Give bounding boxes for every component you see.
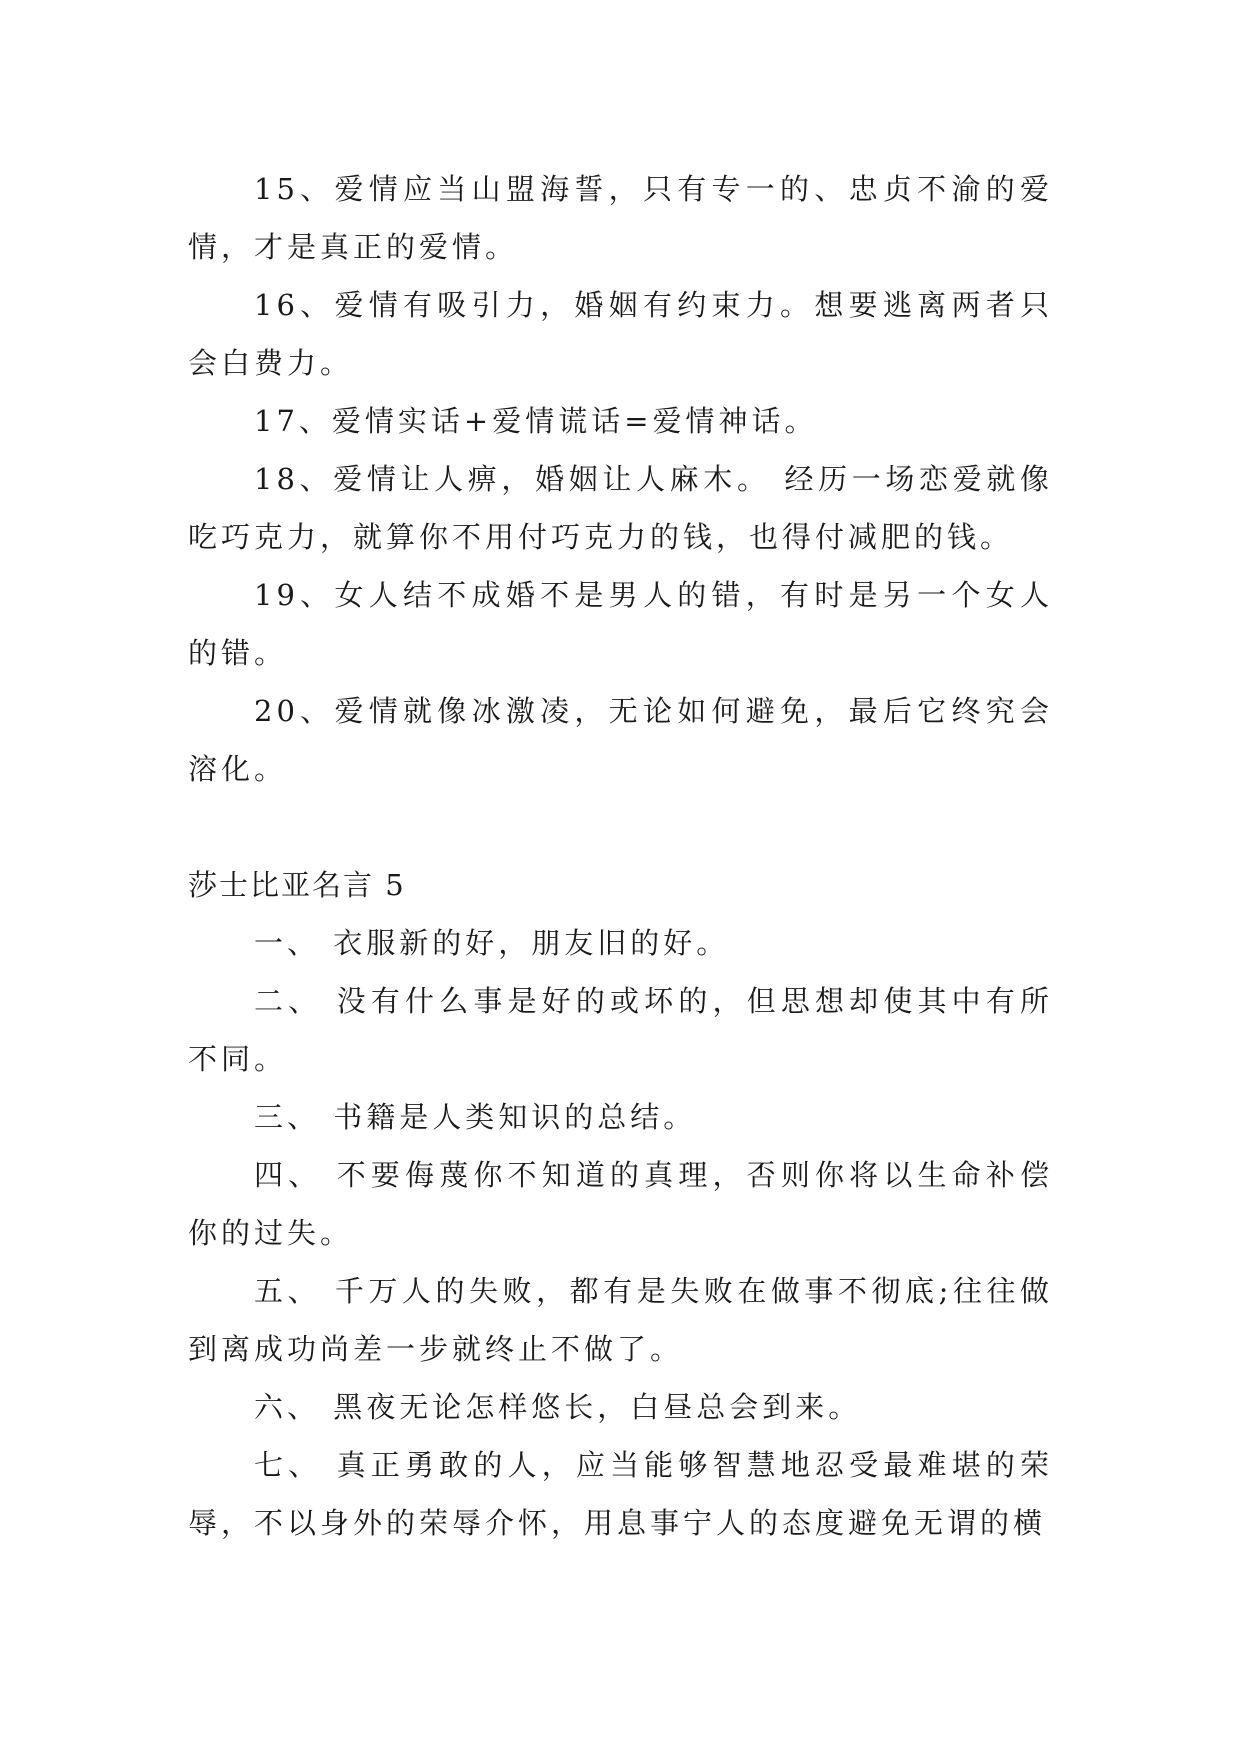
paragraph-15: 15、爱情应当山盟海誓，只有专一的、忠贞不渝的爱情，才是真正的爱情。	[188, 172, 1053, 264]
paragraph-17: 17、爱情实话+爱情谎话=爱情神话。	[254, 404, 818, 438]
quote-4: 四、 不要侮蔑你不知道的真理，否则你将以生命补偿你的过失。	[188, 1158, 1053, 1250]
paragraph-18: 18、爱情让人痹，婚姻让人麻木。 经历一场恋爱就像吃巧克力，就算你不用付巧克力的钱，也得付减肥的钱。	[188, 462, 1053, 554]
quote-7: 七、 真正勇敢的人，应当能够智慧地忍受最难堪的荣辱，不以身外的荣辱介怀，用息事宁人的态度避免无谓的横	[188, 1448, 1053, 1540]
quote-6: 六、 黑夜无论怎样悠长，白昼总会到来。	[254, 1390, 862, 1424]
paragraph-20: 20、爱情就像冰激凌，无论如何避免，最后它终究会溶化。	[188, 694, 1053, 786]
document-body	[188, 160, 1053, 1552]
quote-1: 一、 衣服新的好，朋友旧的好。	[254, 926, 730, 960]
paragraph-19: 19、女人结不成婚不是男人的错，有时是另一个女人的错。	[188, 578, 1053, 670]
paragraph-16: 16、爱情有吸引力，婚姻有约束力。想要逃离两者只会白费力。	[188, 288, 1053, 380]
quote-3: 三、 书籍是人类知识的总结。	[254, 1100, 697, 1134]
quote-5: 五、 千万人的失败，都有是失败在做事不彻底;往往做到离成功尚差一步就终止不做了。	[188, 1274, 1053, 1366]
quote-2: 二、 没有什么事是好的或坏的，但思想却使其中有所不同。	[188, 984, 1053, 1076]
section-heading: 莎士比亚名言 5	[188, 868, 406, 902]
